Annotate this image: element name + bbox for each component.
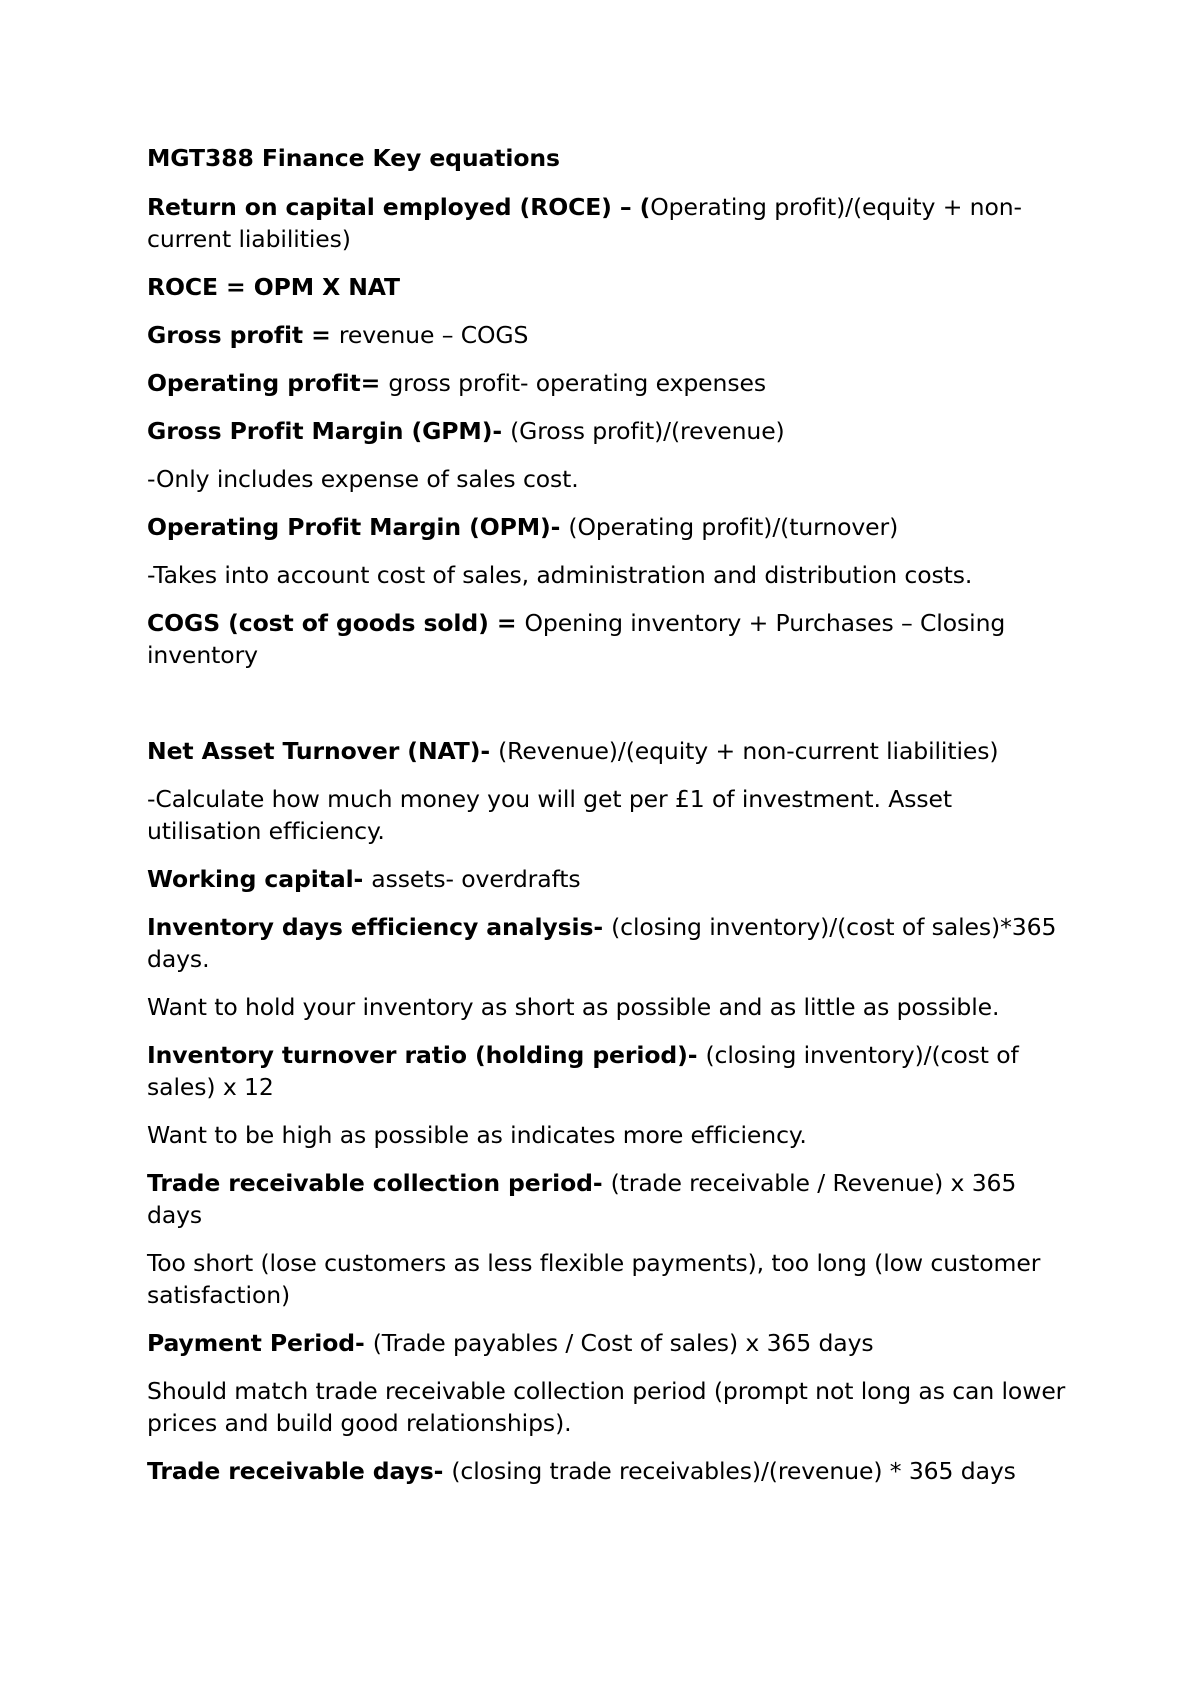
entry-term: Operating profit= <box>147 369 389 397</box>
entry-term: ROCE = OPM X NAT <box>147 273 400 301</box>
entry-roce-formula <box>147 271 1067 303</box>
entry-term: Gross Profit Margin (GPM)- <box>147 417 511 445</box>
entry-gpm-note <box>147 463 1067 495</box>
entry-term: COGS (cost of goods sold) = <box>147 609 525 637</box>
entry-text: (trade receivable / Revenue) x 365 days <box>147 1169 1017 1229</box>
entry-term: Payment Period- <box>147 1329 373 1357</box>
entry-text: assets- overdrafts <box>371 865 581 893</box>
entry-text: Want to be high as possible as indicates more efficiency. <box>147 1121 807 1149</box>
entry-roce <box>147 191 1067 255</box>
entry-term: Trade receivable days- <box>147 1457 452 1485</box>
entry-term: Gross profit = <box>147 321 339 349</box>
entry-term: Trade receivable collection period- <box>147 1169 611 1197</box>
entry-text: (closing trade receivables)/(revenue) * 365 days <box>451 1457 1016 1485</box>
entry-text: (Revenue)/(equity + non-current liabilities) <box>498 737 999 765</box>
entry-nat <box>147 735 1067 767</box>
entry-text: (closing inventory)/(cost of sales)*365 days. <box>147 913 1057 973</box>
entry-text: Operating profit)/(equity + non-current liabilities) <box>147 193 1022 253</box>
entry-opm-note <box>147 559 1067 591</box>
entry-gpm <box>147 415 1067 447</box>
entry-collection-period-note <box>147 1247 1067 1311</box>
entry-gross-profit <box>147 319 1067 351</box>
entry-term: Operating Profit Margin (OPM)- <box>147 513 569 541</box>
document-page <box>147 142 1067 1503</box>
entry-payment-period <box>147 1327 1067 1359</box>
blank-line <box>147 687 1067 735</box>
entry-term: Working capital- <box>147 865 372 893</box>
entry-opm <box>147 511 1067 543</box>
entry-text: (Gross profit)/(revenue) <box>510 417 785 445</box>
entry-text: -Takes into account cost of sales, administration and distribution costs. <box>147 561 973 589</box>
entry-cogs <box>147 607 1067 671</box>
entry-inventory-turnover-note <box>147 1119 1067 1151</box>
entry-term: Net Asset Turnover (NAT)- <box>147 737 499 765</box>
entry-term: Inventory days efficiency analysis- <box>147 913 612 941</box>
entry-text: Opening inventory + Purchases – Closing inventory <box>147 609 1006 669</box>
entry-term: Inventory turnover ratio (holding period)- <box>147 1041 706 1069</box>
entry-text: -Only includes expense of sales cost. <box>147 465 579 493</box>
entry-term: Return on capital employed (ROCE) – ( <box>147 193 651 221</box>
entry-nat-note <box>147 783 1067 847</box>
entry-operating-profit <box>147 367 1067 399</box>
entry-inventory-turnover <box>147 1039 1067 1103</box>
entry-inventory-days <box>147 911 1067 975</box>
entry-text: -Calculate how much money you will get per £1 of investment. Asset utilisation efficiency. <box>147 785 952 845</box>
entry-text: (closing inventory)/(cost of sales) x 12 <box>147 1041 1019 1101</box>
entry-text: Too short (lose customers as less flexible payments), too long (low customer satisfaction) <box>147 1249 1041 1309</box>
entry-text: Should match trade receivable collection period (prompt not long as can lower prices and build good relationships). <box>147 1377 1066 1437</box>
entry-collection-period <box>147 1167 1067 1231</box>
entry-text: (Trade payables / Cost of sales) x 365 days <box>372 1329 874 1357</box>
entry-text: Want to hold your inventory as short as possible and as little as possible. <box>147 993 1000 1021</box>
entry-working-capital <box>147 863 1067 895</box>
entry-text: revenue – COGS <box>338 321 529 349</box>
entry-text: gross profit- operating expenses <box>388 369 766 397</box>
entry-payment-period-note <box>147 1375 1067 1439</box>
entry-receivable-days <box>147 1455 1067 1487</box>
entry-text: (Operating profit)/(turnover) <box>568 513 899 541</box>
document-title: MGT388 Finance Key equations <box>147 144 560 172</box>
entry-inventory-days-note <box>147 991 1067 1023</box>
